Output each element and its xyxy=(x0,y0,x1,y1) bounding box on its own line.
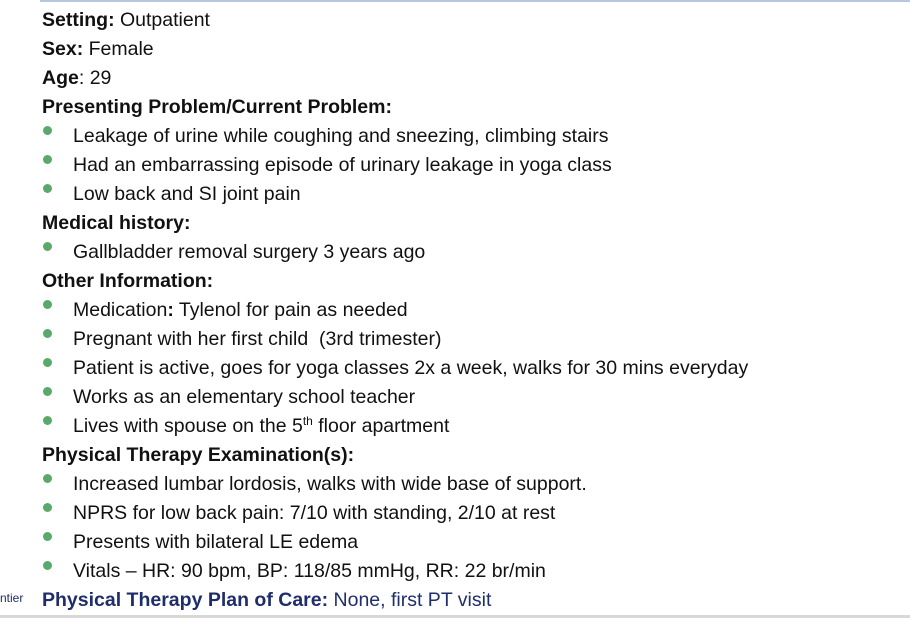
bullet-icon xyxy=(43,126,52,135)
list-item-text: Low back and SI joint pain xyxy=(73,183,301,205)
examination-list xyxy=(42,470,902,586)
age-separator: : xyxy=(78,67,85,89)
medication-label: Medication xyxy=(73,299,168,321)
plan-of-care-line xyxy=(42,586,902,615)
bullet-icon xyxy=(43,532,52,541)
presenting-problem-list xyxy=(42,122,902,209)
plan-of-care-heading: Physical Therapy Plan of Care: xyxy=(42,589,329,611)
bullet-icon xyxy=(43,300,52,309)
list-item-text: Gallbladder removal surgery 3 years ago xyxy=(73,241,426,263)
presenting-problem-heading: Presenting Problem/Current Problem: xyxy=(42,96,392,118)
list-item xyxy=(42,470,902,499)
list-item xyxy=(42,383,902,412)
list-item xyxy=(42,528,902,557)
case-document xyxy=(42,6,902,615)
sex-label: Sex: xyxy=(42,38,84,60)
list-item-text: Had an embarrassing episode of urinary leakage in yoga class xyxy=(73,154,612,176)
list-item-text: Patient is active, goes for yoga classes 2x a week, walks for 30 mins everyday xyxy=(73,357,749,379)
list-item-text: Leakage of urine while coughing and sneezing, climbing stairs xyxy=(73,125,609,147)
bullet-icon xyxy=(43,474,52,483)
age-value: 29 xyxy=(89,67,112,89)
examination-heading: Physical Therapy Examination(s): xyxy=(42,444,355,466)
bullet-icon xyxy=(43,155,52,164)
list-item xyxy=(42,296,902,325)
other-information-heading: Other Information: xyxy=(42,270,214,292)
list-item-text: Works as an elementary school teacher xyxy=(73,386,416,408)
setting-value: Outpatient xyxy=(120,9,210,31)
medical-history-list xyxy=(42,238,902,267)
list-item xyxy=(42,238,902,267)
bullet-icon xyxy=(43,503,52,512)
list-item-text: Presents with bilateral LE edema xyxy=(73,531,359,553)
setting-label: Setting: xyxy=(42,9,115,31)
list-item-text: Increased lumbar lordosis, walks with wide base of support. xyxy=(73,473,587,495)
list-item-text: NPRS for low back pain: 7/10 with standing, 2/10 at rest xyxy=(73,502,556,524)
sex-value: Female xyxy=(88,38,154,60)
bullet-icon xyxy=(43,416,52,425)
plan-of-care-value: None, first PT visit xyxy=(328,589,492,611)
age-line xyxy=(42,64,902,93)
bullet-icon xyxy=(43,242,52,251)
bullet-icon xyxy=(43,329,52,338)
list-item xyxy=(42,325,902,354)
medical-history-heading: Medical history: xyxy=(42,212,191,234)
list-item-text: Vitals – HR: 90 bpm, BP: 118/85 mmHg, RR: 22 br/min xyxy=(73,560,546,582)
list-item xyxy=(42,151,902,180)
list-item xyxy=(42,122,902,151)
lives-text-end: floor apartment xyxy=(312,415,450,437)
lives-text-start: Lives with spouse on the 5 xyxy=(73,415,303,437)
ordinal-suffix: th xyxy=(302,414,313,428)
list-item xyxy=(42,180,902,209)
list-item xyxy=(42,354,902,383)
age-label: Age xyxy=(42,67,79,89)
sex-line xyxy=(42,35,902,64)
setting-line xyxy=(42,6,902,35)
other-information-list xyxy=(42,296,902,441)
bullet-icon xyxy=(43,184,52,193)
bullet-icon xyxy=(43,561,52,570)
bullet-icon xyxy=(43,358,52,367)
list-item-text: Pregnant with her first child (3rd trimester) xyxy=(73,328,442,350)
bullet-icon xyxy=(43,387,52,396)
medication-separator: : xyxy=(167,299,174,321)
list-item xyxy=(42,412,902,441)
top-rule xyxy=(40,0,910,2)
list-item xyxy=(42,557,902,586)
edge-text-fragment: ntier xyxy=(0,591,24,605)
medication-value: Tylenol for pain as needed xyxy=(178,299,408,321)
list-item xyxy=(42,499,902,528)
